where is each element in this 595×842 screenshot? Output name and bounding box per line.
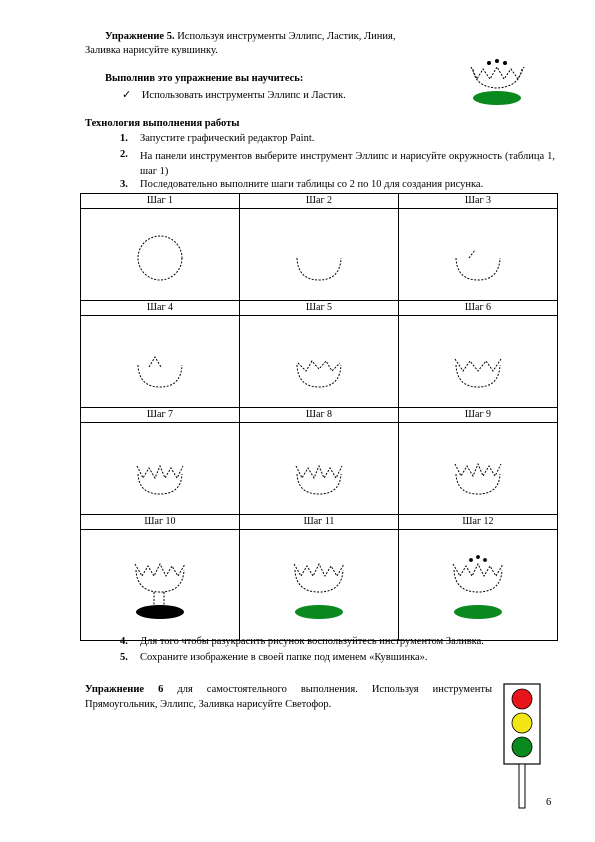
exercise6-label: Упражнение 6 (85, 684, 164, 695)
table-header-row (81, 194, 558, 209)
table-row (81, 423, 558, 515)
table-row (81, 530, 558, 641)
step-7-image (81, 423, 240, 515)
lily-petals (471, 67, 524, 79)
step-2-image (240, 209, 399, 301)
step-text: Сохраните изображение в своей папке под именем «Кувшинка». (140, 652, 428, 663)
check-mark-icon: ✓ (122, 88, 132, 101)
step-header: Шаг 11 (240, 515, 399, 530)
table-row (81, 209, 558, 301)
lily-cup (473, 69, 522, 88)
step-5-image (240, 316, 399, 408)
exercise5-title (105, 31, 465, 42)
step-header: Шаг 6 (399, 301, 558, 316)
traffic-light-illustration (500, 682, 545, 810)
step-10-image (81, 530, 240, 641)
step-3-image (399, 209, 558, 301)
step-number: 1. (120, 133, 128, 144)
step-6-image (399, 316, 558, 408)
step-number: 3. (120, 179, 128, 190)
step-item-4 (120, 636, 570, 647)
step-number: 4. (120, 636, 128, 647)
table-row (81, 316, 558, 408)
step-header: Шаг 12 (399, 515, 558, 530)
table-header-row (81, 515, 558, 530)
table-header-row (81, 301, 558, 316)
red-light (512, 689, 532, 709)
step-item-3 (120, 179, 570, 190)
lily-dot (488, 62, 491, 65)
yellow-light (512, 713, 532, 733)
lily-leaf (473, 91, 521, 105)
step-number: 5. (120, 652, 128, 663)
step-header: Шаг 3 (399, 194, 558, 209)
step-8-image (240, 423, 399, 515)
step-header: Шаг 9 (399, 408, 558, 423)
step-item-1 (120, 133, 555, 144)
step-12-image (399, 530, 558, 641)
page-number: 6 (546, 797, 552, 808)
exercise6-text: для самостоятельного выполнения. Используя инструменты Прямоугольник, Эллипс, Заливка нарисуйте Светофор. (85, 684, 492, 710)
learn-item-text: Использовать инструменты Эллипс и Ластик. (141, 90, 346, 101)
lily-dot (496, 60, 499, 63)
step-1-image (81, 209, 240, 301)
table-header-row (81, 408, 558, 423)
exercise6-paragraph (85, 682, 492, 712)
exercise5-label: Упражнение 5. (105, 31, 175, 42)
step-number: 2. (120, 149, 128, 160)
step-text: Последовательно выполните шаги таблицы со 2 по 10 для создания рисунка. (140, 179, 484, 190)
step-header: Шаг 7 (81, 408, 240, 423)
step-header: Шаг 4 (81, 301, 240, 316)
exercise5-title-line2: Заливка нарисуйте кувшинку. (85, 45, 218, 56)
step-header: Шаг 5 (240, 301, 399, 316)
exercise5-title-line1: Используя инструменты Эллипс, Ластик, Линия, (174, 31, 396, 42)
step-text: Запустите графический редактор Paint. (140, 133, 315, 144)
step-item-5 (120, 652, 570, 663)
step-9-image (399, 423, 558, 515)
lily-illustration (465, 55, 530, 110)
learn-heading: Выполнив это упражнение вы научитесь: (105, 73, 304, 84)
step-item-2 (120, 149, 555, 179)
lily-dot (504, 62, 507, 65)
green-light (512, 737, 532, 757)
tech-heading: Технология выполнения работы (85, 118, 240, 129)
learn-item (122, 88, 346, 101)
steps-table (80, 193, 558, 641)
step-11-image (240, 530, 399, 641)
step-text: На панели инструментов выберите инструмент Эллипс и нарисуйте окружность (таблица 1, шаг 1) (140, 151, 555, 177)
step-header: Шаг 8 (240, 408, 399, 423)
step-text: Для того чтобы разукрасить рисунок воспользуйтесь инструментом Заливка. (140, 636, 484, 647)
step-header: Шаг 1 (81, 194, 240, 209)
step-4-image (81, 316, 240, 408)
step-header: Шаг 2 (240, 194, 399, 209)
step-header: Шаг 10 (81, 515, 240, 530)
traffic-light-pole (519, 764, 525, 808)
